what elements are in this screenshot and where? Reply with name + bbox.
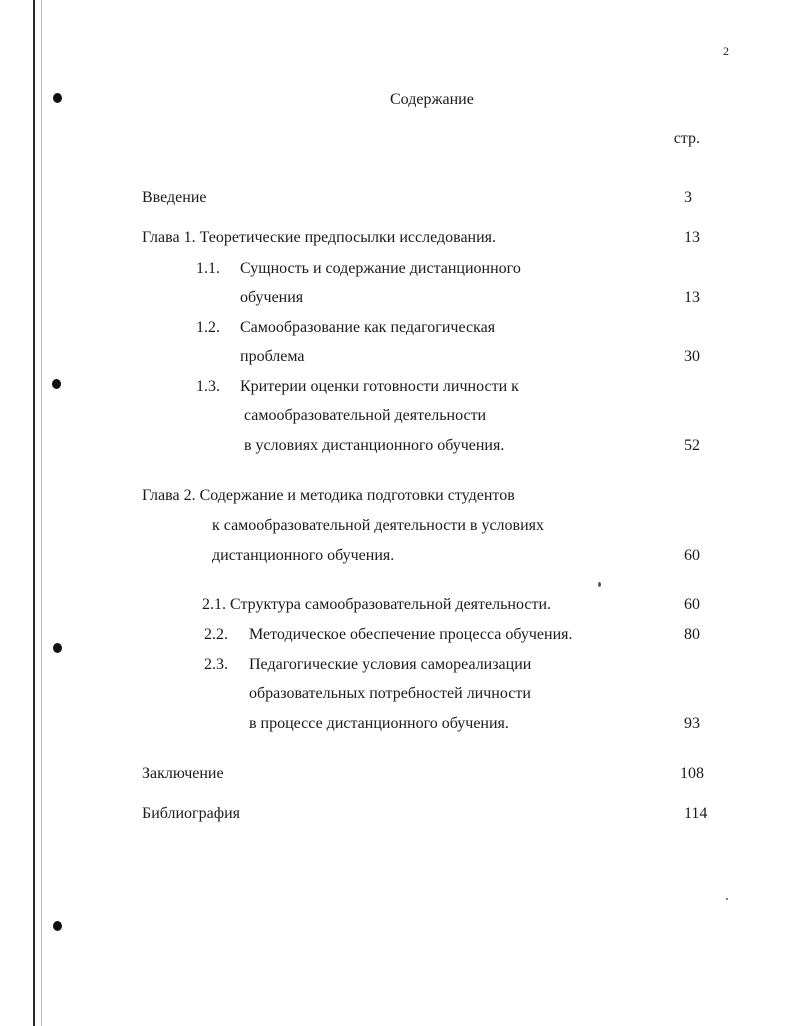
scan-speck [598,582,601,587]
toc-entry-chapter-2-cont: дистанционного обучения. [212,547,395,564]
toc-entry-conclusion: Заключение [142,765,224,782]
toc-entry-section-2-1: 2.1. Структура самообразовательной деятельности. [202,596,551,613]
toc-section-number: 1.2. [196,319,220,336]
toc-entry-section-2-3-cont: в процессе дистанционного обучения. [249,715,509,732]
toc-entry-bibliography: Библиография [142,805,240,822]
binder-hole-mark [53,921,62,931]
binder-hole-mark [53,643,62,653]
toc-section-number: 1.3. [196,378,220,395]
binder-hole-mark [53,93,62,103]
toc-page-section-2-2: 80 [684,626,700,643]
toc-entry-section-1-3-cont: самообразовательной деятельности [244,407,487,424]
toc-section-number: 1.1. [196,260,220,277]
toc-entry-section-2-3-cont: образовательных потребностей личности [249,685,531,702]
page-number: 2 [723,44,729,58]
page-column-header: стр. [673,130,700,147]
binder-hole-mark [52,379,61,389]
toc-page-conclusion: 108 [680,765,704,782]
toc-page-intro: 3 [684,189,692,206]
toc-entry-section-1-3: Критерии оценки готовности личности к [240,378,519,395]
toc-page-chapter-1: 13 [684,229,700,246]
toc-page-section-1-1: 13 [684,289,700,306]
toc-entry-chapter-1: Глава 1. Теоретические предпосылки исследования. [142,229,497,246]
toc-entry-chapter-2-cont: к самообразовательной деятельности в условиях [212,517,545,534]
toc-entry-section-1-3-cont: в условиях дистанционного обучения. [244,437,505,454]
toc-page-bibliography: 114 [684,805,708,822]
toc-entry-chapter-2: Глава 2. Содержание и методика подготовки студентов [142,487,515,504]
toc-entry-section-1-2-cont: проблема [240,348,305,365]
toc-entry-intro: Введение [142,189,207,206]
toc-entry-section-1-1-cont: обучения [240,289,304,306]
toc-page-section-1-2: 30 [684,348,700,365]
toc-entry-section-1-2: Самообразование как педагогическая [240,319,496,336]
toc-title: Содержание [390,91,474,108]
toc-entry-section-2-3: Педагогические условия самореализации [249,656,532,673]
toc-section-number: 2.2. [204,626,228,643]
scan-speck [726,898,728,900]
toc-section-number: 2.3. [204,656,228,673]
toc-page-section-2-3: 93 [684,715,700,732]
toc-entry-section-2-2: Методическое обеспечение процесса обучения. [249,626,573,643]
left-margin-line [33,0,35,1026]
toc-page-chapter-2: 60 [684,547,700,564]
left-margin-faint-line [41,0,42,1026]
toc-page-section-2-1: 60 [684,596,700,613]
toc-page-section-1-3: 52 [684,437,700,454]
toc-entry-section-1-1: Сущность и содержание дистанционного [240,260,521,277]
